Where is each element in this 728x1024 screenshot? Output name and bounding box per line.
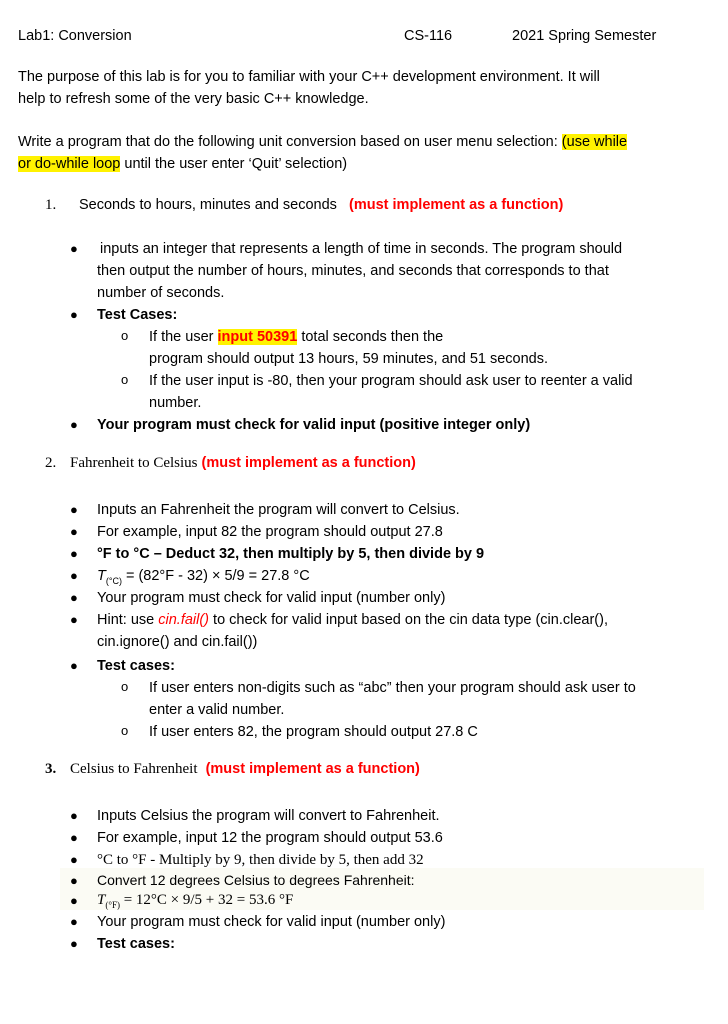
s1-tc1-text: If the user: [149, 329, 218, 345]
s3-test-cases-label: Test cases:: [97, 936, 175, 952]
s2-test-case-1-line-1: If user enters non-digits such as “abc” then your program should ask user to: [149, 680, 636, 696]
bullet-icon: ●: [70, 568, 78, 583]
s1-test-case-1-line-1: [149, 326, 443, 348]
task-line-2: [18, 156, 347, 172]
s1-tc1-text-2: total seconds then the: [297, 329, 444, 345]
bullet-icon: ●: [70, 546, 78, 561]
task-highlight-2: or do-while loop: [18, 156, 121, 172]
s3-formula-t: T: [97, 892, 106, 908]
s1-test-case-2-line-2: number.: [149, 395, 202, 411]
bullet-icon: ●: [70, 936, 78, 951]
bullet-icon: ●: [70, 241, 78, 256]
section-1-number: 1.: [45, 197, 57, 213]
s2-test-cases-label: Test cases:: [97, 658, 175, 674]
s3-bullet-3: °C to °F - Multiply by 9, then divide by 5, then add 32: [97, 852, 424, 868]
section-3-note: (must implement as a function): [205, 761, 420, 777]
section-2-note: (must implement as a function): [201, 455, 416, 471]
s2-formula-t: T: [97, 568, 106, 584]
s2-hint-text-2: to check for valid input based on the cin data type (cin.clear(),: [209, 612, 608, 628]
section-3-number: 3.: [45, 761, 57, 777]
s2-hint-code: cin.fail(): [158, 612, 210, 628]
s3-bullet-4: Convert 12 degrees Celsius to degrees Fahrenheit:: [97, 872, 415, 888]
section-3-title: Celsius to Fahrenheit: [70, 761, 198, 777]
section-1-title: Seconds to hours, minutes and seconds: [79, 197, 337, 213]
bullet-icon: ●: [70, 852, 78, 867]
s3-formula-sub: (°F): [105, 900, 120, 910]
s2-bullet-2: For example, input 82 the program should output 27.8: [97, 524, 443, 540]
s2-formula-sub: (°C): [105, 575, 122, 586]
task-highlight-1: (use while: [561, 134, 628, 150]
bullet-icon: ●: [70, 502, 78, 517]
s1-bullet-1-line-1: inputs an integer that represents a length of time in seconds. The program should: [100, 241, 623, 257]
s2-bullet-6-line-2: cin.ignore() and cin.fail()): [97, 634, 258, 650]
s1-bullet-1-line-3: number of seconds.: [97, 285, 225, 301]
task-line-1: [18, 134, 627, 150]
intro-line-1: The purpose of this lab is for you to familiar with your C++ development environment. It will: [18, 69, 600, 85]
s2-hint-text: Hint: use: [97, 612, 159, 628]
s3-bullet-6: Your program must check for valid input (number only): [97, 914, 446, 930]
section-1-heading: [79, 197, 563, 213]
header-semester: 2021 Spring Semester: [512, 28, 657, 44]
circle-bullet-icon: o: [121, 372, 129, 387]
s2-formula: = (82°F - 32) × 5/9 = 27.8 °C: [121, 568, 310, 584]
bullet-icon: ●: [70, 307, 78, 322]
s3-bullet-2: For example, input 12 the program should output 53.6: [97, 830, 443, 846]
s1-bullet-1-line-2: then output the number of hours, minutes, and seconds that corresponds to that: [97, 263, 609, 279]
bullet-icon: ●: [70, 590, 78, 605]
circle-bullet-icon: o: [121, 723, 129, 738]
section-2-title: Fahrenheit to Celsius: [70, 455, 198, 471]
s1-tc1-highlight: input 50391: [217, 329, 298, 345]
section-1-note: (must implement as a function): [349, 197, 564, 213]
s2-bullet-6-line-1: [97, 609, 608, 631]
bullet-icon: ●: [70, 873, 78, 888]
s2-test-case-1-line-2: enter a valid number.: [149, 702, 285, 718]
bullet-icon: ●: [70, 893, 78, 908]
bullet-icon: ●: [70, 658, 78, 673]
s2-test-case-2: If user enters 82, the program should output 27.8 C: [149, 724, 478, 740]
s2-bullet-1: Inputs an Fahrenheit the program will convert to Celsius.: [97, 502, 460, 518]
intro-line-2: help to refresh some of the very basic C++ knowledge.: [18, 91, 369, 107]
section-2-heading: [70, 455, 416, 472]
s1-test-case-2-line-1: If the user input is -80, then your program should ask user to reenter a valid: [149, 373, 633, 389]
s2-bullet-3: °F to °C – Deduct 32, then multiply by 5, then divide by 9: [97, 546, 485, 562]
circle-bullet-icon: o: [121, 679, 129, 694]
s2-bullet-5: Your program must check for valid input (number only): [97, 590, 446, 606]
header-lab-title: Lab1: Conversion: [18, 28, 132, 44]
task-text: Write a program that do the following unit conversion based on user menu selection:: [18, 134, 562, 150]
bullet-icon: ●: [70, 808, 78, 823]
bullet-icon: ●: [70, 830, 78, 845]
s1-validation-note: Your program must check for valid input (positive integer only): [97, 417, 531, 433]
s1-test-cases-label: Test Cases:: [97, 307, 178, 323]
s1-test-case-1-line-2: program should output 13 hours, 59 minutes, and 51 seconds.: [149, 351, 549, 367]
section-3-heading: [70, 761, 420, 778]
bullet-icon: ●: [70, 914, 78, 929]
circle-bullet-icon: o: [121, 328, 129, 343]
bullet-icon: ●: [70, 612, 78, 627]
s3-bullet-1: Inputs Celsius the program will convert to Fahrenheit.: [97, 808, 440, 824]
s3-formula: = 12°C × 9/5 + 32 = 53.6 °F: [119, 892, 294, 908]
header-course: CS-116: [404, 28, 453, 44]
bullet-icon: ●: [70, 417, 78, 432]
section-2-number: 2.: [45, 455, 57, 471]
bullet-icon: ●: [70, 524, 78, 539]
task-text-2: until the user enter ‘Quit’ selection): [120, 156, 348, 172]
